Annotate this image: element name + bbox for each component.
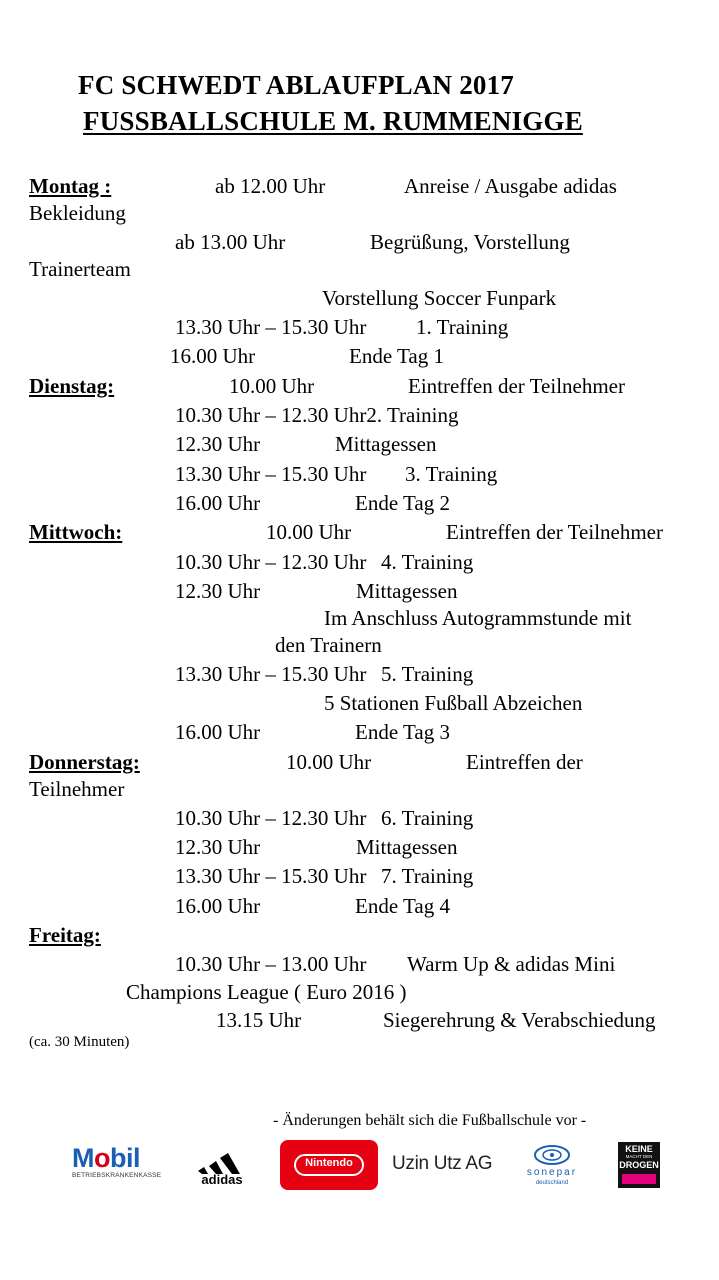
schedule-time: 10.00 Uhr [286, 750, 372, 774]
nintendo-logo: Nintendo [280, 1140, 378, 1190]
schedule-activity: Begrüßung, Vorstellung [370, 230, 570, 254]
schedule-time: ab 13.00 Uhr [175, 230, 286, 254]
schedule-activity: 7. Training [381, 864, 474, 888]
schedule-time: 16.00 Uhr [175, 491, 261, 515]
schedule-time: 12.30 Uhr [175, 835, 261, 859]
schedule-time: 10.00 Uhr [229, 374, 315, 398]
keine-macht-den-drogen-logo: KEINE MACHT DEN DROGEN [618, 1142, 660, 1188]
schedule-activity: Eintreffen der Teilnehmer [408, 374, 625, 398]
uzin-utz-logo: Uzin Utz AG [392, 1153, 493, 1174]
schedule-activity: 3. Training [405, 462, 498, 486]
schedule-activity-cont: den Trainern [275, 633, 382, 657]
schedule-time: 13.30 Uhr – 15.30 Uhr [175, 864, 367, 888]
schedule-time: 10.30 Uhr – 12.30 Uhr [175, 550, 367, 574]
schedule-activity: 4. Training [381, 550, 474, 574]
schedule-activity: Siegerehrung & Verabschiedung [383, 1008, 656, 1032]
schedule-time: 12.30 Uhr [175, 432, 261, 456]
schedule-time: 13.30 Uhr – 15.30 Uhr [175, 462, 367, 486]
day-label-dienstag: Dienstag: [29, 374, 115, 398]
schedule-activity-cont: Teilnehmer [29, 777, 125, 801]
mobil-logo: Mobil BETRIEBSKRANKENKASSE [72, 1144, 172, 1188]
schedule-time: 10.00 Uhr [266, 520, 352, 544]
schedule-time: 16.00 Uhr [175, 894, 261, 918]
schedule-activity: Mittagessen [356, 835, 458, 859]
schedule-activity-cont: (ca. 30 Minuten) [29, 1034, 130, 1050]
schedule-activity: 1. Training [416, 315, 509, 339]
schedule-line: 10.30 Uhr – 12.30 Uhr2. Training [175, 403, 459, 427]
schedule-activity: Vorstellung Soccer Funpark [322, 286, 557, 310]
schedule-activity: Eintreffen der Teilnehmer [446, 520, 663, 544]
page-subtitle: FUSSBALLSCHULE M. RUMMENIGGE [83, 106, 583, 136]
schedule-time: 12.30 Uhr [175, 579, 261, 603]
day-label-mittwoch: Mittwoch: [29, 520, 123, 544]
schedule-activity: 5 Stationen Fußball Abzeichen [324, 691, 583, 715]
schedule-activity-cont: Bekleidung [29, 201, 126, 225]
footer-note: - Änderungen behält sich die Fußballschule vor - [273, 1112, 587, 1129]
schedule-activity: 5. Training [381, 662, 474, 686]
schedule-activity: Ende Tag 2 [355, 491, 450, 515]
schedule-activity-cont: Trainerteam [29, 257, 131, 281]
schedule-activity: Ende Tag 1 [349, 344, 444, 368]
schedule-time: 13.30 Uhr – 15.30 Uhr [175, 315, 367, 339]
adidas-logo [190, 1144, 254, 1186]
schedule-activity: Anreise / Ausgabe adidas [404, 174, 617, 198]
sonepar-logo: sonepar deutschland [512, 1142, 592, 1190]
schedule-time: ab 12.00 Uhr [215, 174, 326, 198]
day-label-donnerstag: Donnerstag: [29, 750, 140, 774]
page-title: FC SCHWEDT ABLAUFPLAN 2017 [78, 70, 515, 100]
svg-text:adidas: adidas [201, 1172, 243, 1186]
schedule-time: 13.15 Uhr [216, 1008, 302, 1032]
schedule-time: 16.00 Uhr [175, 720, 261, 744]
schedule-time: 13.30 Uhr – 15.30 Uhr [175, 662, 367, 686]
schedule-time: 16.00 Uhr [170, 344, 256, 368]
schedule-activity: Ende Tag 3 [355, 720, 450, 744]
schedule-activity: Mittagessen [356, 579, 458, 603]
day-label-montag: Montag : [29, 174, 112, 198]
schedule-activity: Mittagessen [335, 432, 437, 456]
schedule-activity: Ende Tag 4 [355, 894, 450, 918]
day-label-freitag: Freitag: [29, 923, 101, 947]
schedule-activity: 6. Training [381, 806, 474, 830]
mobil-logo-subtitle: BETRIEBSKRANKENKASSE [72, 1172, 162, 1179]
schedule-time: 10.30 Uhr – 13.00 Uhr [175, 952, 367, 976]
schedule-activity: Warm Up & adidas Mini [407, 952, 616, 976]
schedule-activity-cont: Champions League ( Euro 2016 ) [126, 980, 407, 1004]
schedule-activity: Eintreffen der [466, 750, 583, 774]
schedule-activity: Im Anschluss Autogrammstunde mit [324, 606, 632, 630]
schedule-time: 10.30 Uhr – 12.30 Uhr [175, 806, 367, 830]
